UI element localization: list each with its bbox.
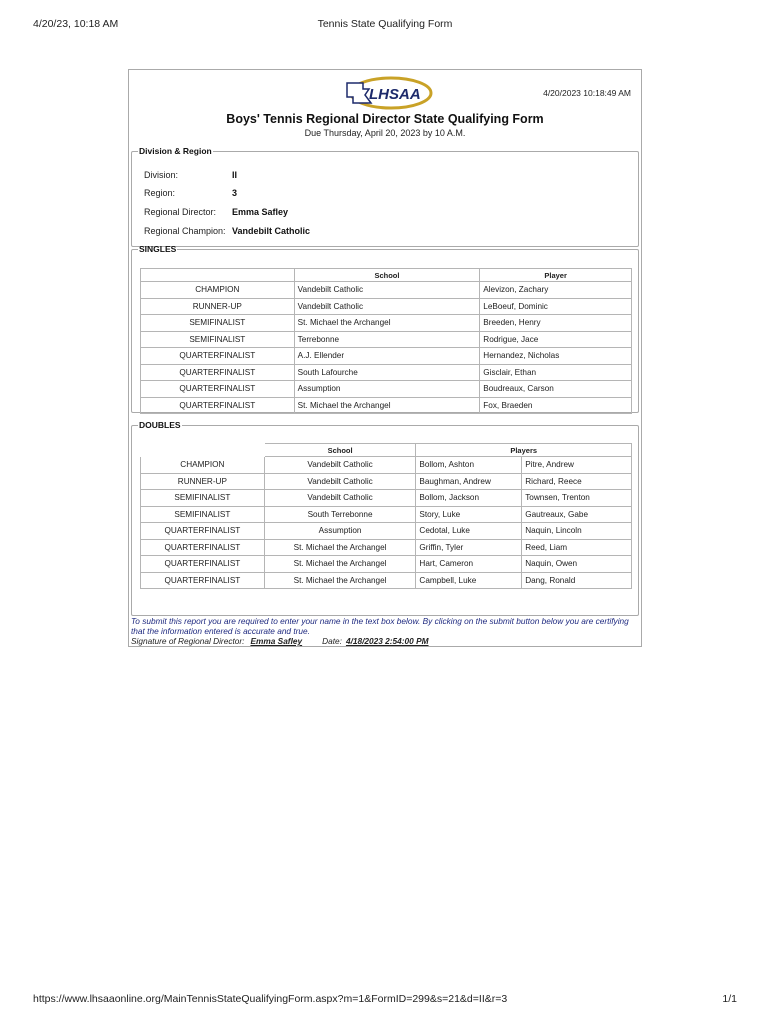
player2-cell: Gautreaux, Gabe: [522, 506, 632, 523]
regional-director-label: Regional Director:: [144, 207, 217, 217]
player-cell: Breeden, Henry: [480, 315, 632, 332]
date-label: Date:: [322, 636, 342, 646]
certification-text: To submit this report you are required to enter your name in the text box below. By clicking on the submit button below you are certifying that the information entered is accurate and true.: [131, 616, 629, 636]
rank-cell: QUARTERFINALIST: [141, 364, 295, 381]
school-cell: Assumption: [294, 381, 480, 398]
player1-cell: Griffin, Tyler: [416, 539, 522, 556]
rank-cell: SEMIFINALIST: [141, 315, 295, 332]
doubles-table: [140, 443, 632, 589]
player-cell: Boudreaux, Carson: [480, 381, 632, 398]
print-header: [33, 18, 737, 32]
player1-cell: Campbell, Luke: [416, 572, 522, 589]
print-datetime: 4/20/23, 10:18 AM: [33, 18, 119, 30]
rank-cell: QUARTERFINALIST: [141, 556, 265, 573]
lhsaa-logo: [339, 75, 439, 111]
signature-label: Signature of Regional Director:: [131, 636, 245, 646]
rank-cell: QUARTERFINALIST: [141, 348, 295, 365]
rank-cell: QUARTERFINALIST: [141, 397, 295, 414]
player1-cell: Baughman, Andrew: [416, 473, 522, 490]
region-row: [144, 188, 237, 198]
player-cell: Gisclair, Ethan: [480, 364, 632, 381]
signature-line: [131, 636, 429, 646]
player2-cell: Reed, Liam: [522, 539, 632, 556]
regional-champion-row: [144, 226, 310, 236]
singles-header-rank: [141, 269, 295, 282]
regional-champion-label: Regional Champion:: [144, 226, 226, 236]
doubles-section: [131, 420, 639, 616]
table-row: [141, 523, 632, 540]
school-cell: St. Michael the Archangel: [264, 572, 416, 589]
table-row: [141, 331, 632, 348]
singles-header-school: School: [294, 269, 480, 282]
player-cell: Rodrigue, Jace: [480, 331, 632, 348]
form-title: Boys' Tennis Regional Director State Qualifying Form: [226, 112, 544, 126]
singles-header-player: Player: [480, 269, 632, 282]
table-row: [141, 457, 632, 474]
rank-cell: SEMIFINALIST: [141, 490, 265, 507]
school-cell: Vandebilt Catholic: [264, 490, 416, 507]
table-row: [141, 397, 632, 414]
rank-cell: SEMIFINALIST: [141, 506, 265, 523]
school-cell: South Lafourche: [294, 364, 480, 381]
school-cell: St. Michael the Archangel: [264, 539, 416, 556]
qualifying-form: [128, 69, 642, 647]
rank-cell: QUARTERFINALIST: [141, 539, 265, 556]
rank-cell: SEMIFINALIST: [141, 331, 295, 348]
school-cell: St. Michael the Archangel: [264, 556, 416, 573]
player2-cell: Naquin, Lincoln: [522, 523, 632, 540]
regional-director-value: Emma Safley: [232, 207, 289, 217]
player1-cell: Bollom, Ashton: [416, 457, 522, 474]
print-footer: [33, 993, 737, 1007]
player1-cell: Hart, Cameron: [416, 556, 522, 573]
signature-value: Emma Safley: [250, 636, 303, 646]
rank-cell: CHAMPION: [141, 282, 295, 299]
regional-director-row: [144, 207, 288, 217]
school-cell: Vandebilt Catholic: [294, 298, 480, 315]
division-value: II: [232, 170, 238, 180]
school-cell: Vandebilt Catholic: [264, 457, 416, 474]
school-cell: Terrebonne: [294, 331, 480, 348]
player2-cell: Pitre, Andrew: [522, 457, 632, 474]
school-cell: A.J. Ellender: [294, 348, 480, 365]
page-url: https://www.lhsaaonline.org/MainTennisStateQualifyingForm.aspx?m=1&FormID=299&s=21&d=II&r=3: [33, 993, 508, 1005]
svg-text:LHSAA: LHSAA: [369, 86, 421, 103]
player-cell: Alevizon, Zachary: [480, 282, 632, 299]
school-cell: St. Michael the Archangel: [294, 397, 480, 414]
division-region-section: [131, 146, 639, 247]
singles-table: [140, 268, 632, 414]
table-row: [141, 572, 632, 589]
school-cell: St. Michael the Archangel: [294, 315, 480, 332]
singles-section: [131, 244, 639, 413]
table-row: [141, 506, 632, 523]
school-cell: Vandebilt Catholic: [294, 282, 480, 299]
doubles-header-players: Players: [416, 444, 632, 457]
doubles-header-school: School: [264, 444, 416, 457]
rank-cell: QUARTERFINALIST: [141, 381, 295, 398]
player-cell: Fox, Braeden: [480, 397, 632, 414]
school-cell: South Terrebonne: [264, 506, 416, 523]
player2-cell: Townsen, Trenton: [522, 490, 632, 507]
table-row: [141, 282, 632, 299]
rank-cell: RUNNER-UP: [141, 298, 295, 315]
rank-cell: RUNNER-UP: [141, 473, 265, 490]
division-label: Division:: [144, 170, 179, 180]
singles-legend: SINGLES: [139, 244, 177, 254]
table-row: [141, 298, 632, 315]
singles-header-row: [141, 269, 632, 282]
doubles-legend: DOUBLES: [139, 420, 181, 430]
doubles-header-row: [141, 444, 632, 457]
table-row: [141, 556, 632, 573]
page-number: 1/1: [722, 993, 737, 1005]
player-cell: Hernandez, Nicholas: [480, 348, 632, 365]
region-value: 3: [232, 188, 238, 198]
table-row: [141, 348, 632, 365]
table-row: [141, 381, 632, 398]
date-value: 4/18/2023 2:54:00 PM: [345, 636, 429, 646]
school-cell: Vandebilt Catholic: [264, 473, 416, 490]
region-label: Region:: [144, 188, 176, 198]
division-region-legend: Division & Region: [139, 146, 212, 156]
regional-champion-value: Vandebilt Catholic: [232, 226, 311, 236]
table-row: [141, 315, 632, 332]
player-cell: LeBoeuf, Dominic: [480, 298, 632, 315]
form-timestamp: 4/20/2023 10:18:49 AM: [543, 88, 631, 98]
table-row: [141, 490, 632, 507]
rank-cell: QUARTERFINALIST: [141, 523, 265, 540]
print-page-title: Tennis State Qualifying Form: [317, 18, 453, 30]
division-row: [144, 170, 237, 180]
player1-cell: Bollom, Jackson: [416, 490, 522, 507]
rank-cell: CHAMPION: [141, 457, 265, 474]
player2-cell: Dang, Ronald: [522, 572, 632, 589]
form-due-date: Due Thursday, April 20, 2023 by 10 A.M.: [304, 128, 466, 138]
table-row: [141, 539, 632, 556]
school-cell: Assumption: [264, 523, 416, 540]
rank-cell: QUARTERFINALIST: [141, 572, 265, 589]
player1-cell: Story, Luke: [416, 506, 522, 523]
doubles-header-rank: [141, 444, 265, 457]
player2-cell: Richard, Reece: [522, 473, 632, 490]
table-row: [141, 473, 632, 490]
player1-cell: Cedotal, Luke: [416, 523, 522, 540]
player2-cell: Naquin, Owen: [522, 556, 632, 573]
table-row: [141, 364, 632, 381]
